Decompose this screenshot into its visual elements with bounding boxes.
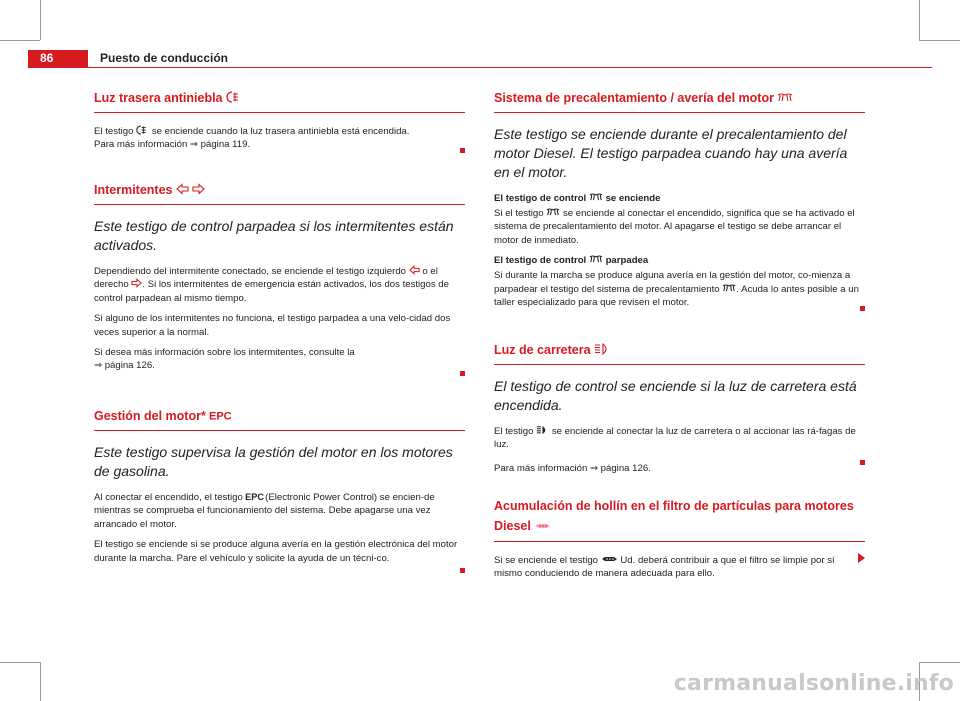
crop-mark — [40, 662, 41, 701]
text: se enciende — [605, 193, 661, 204]
section-title — [494, 90, 865, 113]
left-column — [94, 90, 465, 572]
diesel-particulate-filter-icon — [534, 521, 551, 531]
text: se enciende cuando la luz trasera antiniebla está encendida. — [151, 126, 410, 137]
glow-plug-icon — [546, 208, 560, 217]
paragraph — [94, 125, 465, 152]
section-end-marker — [460, 568, 465, 573]
text: Si durante la marcha se produce alguna avería en la gestión del motor, co-mienza a parpadear el testigo del sistema de precalentamiento — [494, 270, 851, 295]
page-reference[interactable]: ⇒ página 126. — [94, 360, 155, 372]
text: Ud. deberá contribuir a que el filtro se limpie por sí mismo conduciendo de manera adecuada para ello. — [494, 555, 835, 580]
section-title-text: Sistema de precalentamiento / avería del motor — [494, 91, 774, 105]
crop-mark — [0, 662, 40, 663]
text: El testigo de control — [494, 255, 587, 267]
diesel-particulate-filter-icon — [601, 554, 618, 564]
paragraph — [94, 491, 465, 531]
text: Dependiendo del intermitente conectado, se enciende el testigo izquierdo — [94, 266, 407, 277]
crop-mark — [0, 40, 40, 41]
rear-fog-light-icon — [226, 91, 242, 103]
turn-signal-right-icon — [192, 183, 205, 195]
section-engine-management — [94, 408, 465, 565]
rear-fog-light-icon — [136, 125, 149, 135]
section-rear-fog-light — [94, 90, 465, 182]
text: Al conectar el encendido, el testigo — [94, 492, 243, 503]
paragraph: El testigo se enciende si se produce alguna avería en la gestión electrónica del motor durante la marcha. Pare el vehículo y solicite la ayuda de un técni-co. — [94, 539, 458, 564]
right-column — [494, 90, 865, 588]
text: El testigo — [494, 426, 534, 437]
section-end-marker — [860, 460, 865, 465]
section-high-beam — [494, 342, 865, 496]
crop-mark — [919, 662, 960, 663]
subheading — [494, 254, 865, 267]
continue-arrow[interactable] — [858, 553, 865, 563]
high-beam-icon — [594, 343, 610, 355]
paragraph — [494, 207, 865, 247]
turn-signal-left-icon — [176, 183, 189, 195]
svg-text:EPC: EPC — [209, 410, 232, 423]
section-lead: El testigo de control se enciende si la luz de carretera está encendida. — [494, 378, 857, 413]
paragraph — [494, 425, 865, 452]
text: se enciende al conectar el encendido, significa que se ha activado el sistema de precalentamiento del motor. Al apagarse el testigo se debe arrancar el motor de inmediato. — [494, 208, 855, 246]
section-title — [94, 182, 465, 205]
paragraph — [94, 346, 465, 373]
section-title — [494, 342, 865, 365]
crop-mark — [40, 0, 41, 40]
crop-mark — [919, 0, 920, 40]
glow-plug-icon — [589, 255, 603, 264]
section-title-text: Intermitentes — [94, 183, 173, 197]
text: Si desea más información sobre los intermitentes, consulte la — [94, 347, 355, 359]
epc-icon — [245, 491, 265, 502]
turn-signal-left-icon — [409, 265, 420, 275]
turn-signal-right-icon — [131, 278, 142, 288]
paragraph — [494, 554, 865, 581]
text: parpadea — [605, 255, 649, 267]
crop-mark — [919, 40, 960, 41]
glow-plug-icon — [589, 193, 603, 202]
section-lead: Este testigo supervisa la gestión del motor en los motores de gasolina. — [94, 444, 453, 479]
page-reference[interactable]: Para más información ⇒ página 126. — [494, 462, 651, 474]
text: El testigo — [94, 126, 134, 137]
section-title — [94, 90, 465, 113]
text: Si se enciende el testigo — [494, 555, 598, 566]
paragraph — [494, 269, 865, 309]
watermark: carmanualsonline.info — [673, 671, 954, 696]
paragraph — [94, 265, 465, 305]
paragraph: Si alguno de los intermitentes no funciona, el testigo parpadea a una velo-cidad dos veces superior a la normal. — [94, 313, 451, 338]
section-title-text: Acumulación de hollín en el filtro de partículas para motores Diesel — [494, 499, 854, 533]
text: El testigo de control — [494, 193, 587, 204]
svg-text:EPC: EPC — [245, 491, 265, 502]
section-title-text: Gestión del motor* — [94, 409, 206, 423]
header-rule — [28, 67, 932, 68]
section-end-marker — [860, 306, 865, 311]
glow-plug-icon — [777, 93, 793, 103]
section-title — [94, 408, 465, 431]
section-soot-filter — [494, 496, 865, 581]
text: . Acuda lo antes posible a un taller especializado para que revisen el motor. — [494, 283, 859, 309]
high-beam-icon — [536, 425, 549, 435]
text: . Si los intermitentes de emergencia están activados, los dos testigos de control parpadean al mismo tiempo. — [94, 279, 449, 304]
text: o el derecho — [94, 266, 438, 291]
section-title — [494, 496, 865, 542]
subheading — [494, 192, 865, 205]
text: (Electronic Power Control) se encien-de mientras se comprueba el funcionamiento del sistema. Debe apagarse una vez arrancado el motor. — [94, 492, 435, 530]
page-number: 86 — [28, 50, 88, 67]
page-reference[interactable]: Para más información ⇒ página 119. — [94, 139, 251, 151]
section-lead: Este testigo se enciende durante el precalentamiento del motor Diesel. El testigo parpadea cuando hay una avería en el motor. — [494, 126, 848, 180]
epc-icon — [209, 409, 232, 423]
section-title-text: Luz de carretera — [494, 343, 591, 357]
paragraph — [494, 462, 865, 475]
section-end-marker — [460, 148, 465, 153]
section-lead: Este testigo de control parpadea si los intermitentes están activados. — [94, 218, 454, 253]
section-title-text: Luz trasera antiniebla — [94, 91, 223, 105]
section-end-marker — [460, 371, 465, 376]
section-turn-signals — [94, 182, 465, 408]
page-header-title: Puesto de conducción — [100, 51, 229, 65]
section-preheating — [494, 90, 865, 342]
text: se enciende al conectar la luz de carretera o al accionar las rá-fagas de luz. — [494, 426, 856, 451]
glow-plug-icon — [722, 284, 736, 293]
text: Si el testigo — [494, 208, 544, 219]
